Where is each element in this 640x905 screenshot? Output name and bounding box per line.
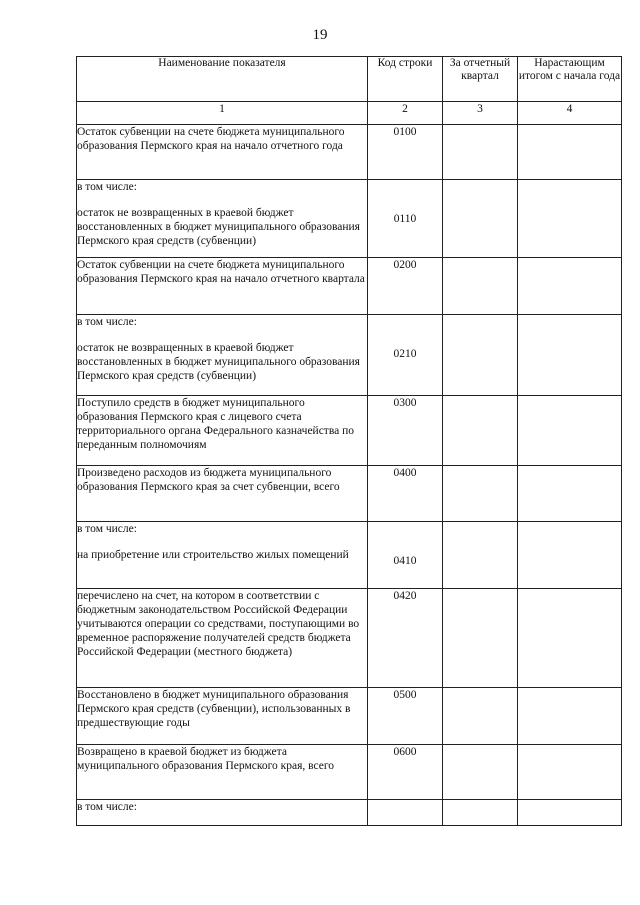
row-code: 0400 bbox=[368, 466, 443, 522]
quarter-value-cell bbox=[443, 396, 518, 466]
indicator-name: Восстановлено в бюджет муниципального образования Пермского края средств (субвенции), использованных в предшествующие годы bbox=[77, 688, 368, 745]
cumulative-value-cell bbox=[518, 396, 622, 466]
column-number: 2 bbox=[368, 102, 443, 125]
header-indicator-name: Наименование показателя bbox=[77, 57, 368, 102]
cumulative-value-cell bbox=[518, 258, 622, 315]
column-number: 1 bbox=[77, 102, 368, 125]
in-that-number-label: в том числе: bbox=[77, 800, 368, 826]
row-code: 0100 bbox=[368, 125, 443, 180]
quarter-value-cell bbox=[443, 125, 518, 180]
cumulative-value-cell bbox=[518, 522, 622, 589]
row-code: 0600 bbox=[368, 745, 443, 800]
table-row bbox=[77, 589, 622, 688]
page-number: 19 bbox=[312, 27, 328, 43]
row-code: 0500 bbox=[368, 688, 443, 745]
row-code: 0300 bbox=[368, 396, 443, 466]
indicator-name-cell bbox=[77, 315, 368, 396]
table-row bbox=[77, 396, 622, 466]
indicator-name: Произведено расходов из бюджета муниципального образования Пермского края за счет субвенции, всего bbox=[77, 466, 368, 522]
column-number: 4 bbox=[518, 102, 622, 125]
in-that-number-label: в том числе: bbox=[77, 523, 137, 535]
cumulative-value-cell bbox=[518, 315, 622, 396]
row-code: 0110 bbox=[368, 180, 443, 258]
header-row-code: Код строки bbox=[368, 57, 443, 102]
quarter-value-cell bbox=[443, 315, 518, 396]
indicator-name-cell bbox=[77, 522, 368, 589]
quarter-value-cell bbox=[443, 466, 518, 522]
cumulative-value-cell bbox=[518, 745, 622, 800]
indicator-name: Возвращено в краевой бюджет из бюджета муниципального образования Пермского края, всего bbox=[77, 745, 368, 800]
cumulative-value-cell bbox=[518, 589, 622, 688]
row-code: 0210 bbox=[368, 315, 443, 396]
row-code: 0200 bbox=[368, 258, 443, 315]
table-row bbox=[77, 466, 622, 522]
indicator-name: на приобретение или строительство жилых помещений bbox=[77, 549, 349, 561]
table-row bbox=[77, 180, 622, 258]
table-row bbox=[77, 315, 622, 396]
row-code: 0420 bbox=[368, 589, 443, 688]
in-that-number-label: в том числе: bbox=[77, 181, 137, 193]
cumulative-value-cell bbox=[518, 180, 622, 258]
indicator-name: остаток не возвращенных в краевой бюджет восстановленных в бюджет муниципального образования Пермского края средств (субвенции) bbox=[77, 342, 360, 382]
table-row bbox=[77, 745, 622, 800]
table-row bbox=[77, 258, 622, 315]
cumulative-value-cell bbox=[518, 800, 622, 826]
indicator-name: перечислено на счет, на котором в соответствии с бюджетным законодательством Российской Федерации учитываются операции со средствами, поступающими во временное распоряжение получателей средств бюджета Российской Федерации (местного бюджета) bbox=[77, 589, 368, 688]
table-row bbox=[77, 688, 622, 745]
quarter-value-cell bbox=[443, 589, 518, 688]
cumulative-value-cell bbox=[518, 466, 622, 522]
row-code: 0410 bbox=[368, 522, 443, 589]
report-table bbox=[76, 56, 622, 826]
cumulative-value-cell bbox=[518, 688, 622, 745]
quarter-value-cell bbox=[443, 522, 518, 589]
quarter-value-cell bbox=[443, 688, 518, 745]
table-row bbox=[77, 125, 622, 180]
quarter-value-cell bbox=[443, 800, 518, 826]
table-row bbox=[77, 800, 622, 826]
column-number: 3 bbox=[443, 102, 518, 125]
indicator-name: остаток не возвращенных в краевой бюджет восстановленных в бюджет муниципального образования Пермского края средств (субвенции) bbox=[77, 207, 360, 247]
header-quarter: За отчетный квартал bbox=[443, 57, 518, 102]
quarter-value-cell bbox=[443, 258, 518, 315]
indicator-name-cell bbox=[77, 180, 368, 258]
table-row bbox=[77, 522, 622, 589]
quarter-value-cell bbox=[443, 180, 518, 258]
header-cumulative: Нарастающим итогом с начала года bbox=[518, 57, 622, 102]
indicator-name: Поступило средств в бюджет муниципального образования Пермского края с лицевого счета территориального органа Федерального казначейства по переданным полномочиям bbox=[77, 396, 368, 466]
indicator-name: Остаток субвенции на счете бюджета муниципального образования Пермского края на начало отчетного года bbox=[77, 125, 368, 180]
row-code bbox=[368, 800, 443, 826]
quarter-value-cell bbox=[443, 745, 518, 800]
in-that-number-label: в том числе: bbox=[77, 316, 137, 328]
indicator-name: Остаток субвенции на счете бюджета муниципального образования Пермского края на начало отчетного квартала bbox=[77, 258, 368, 315]
cumulative-value-cell bbox=[518, 125, 622, 180]
